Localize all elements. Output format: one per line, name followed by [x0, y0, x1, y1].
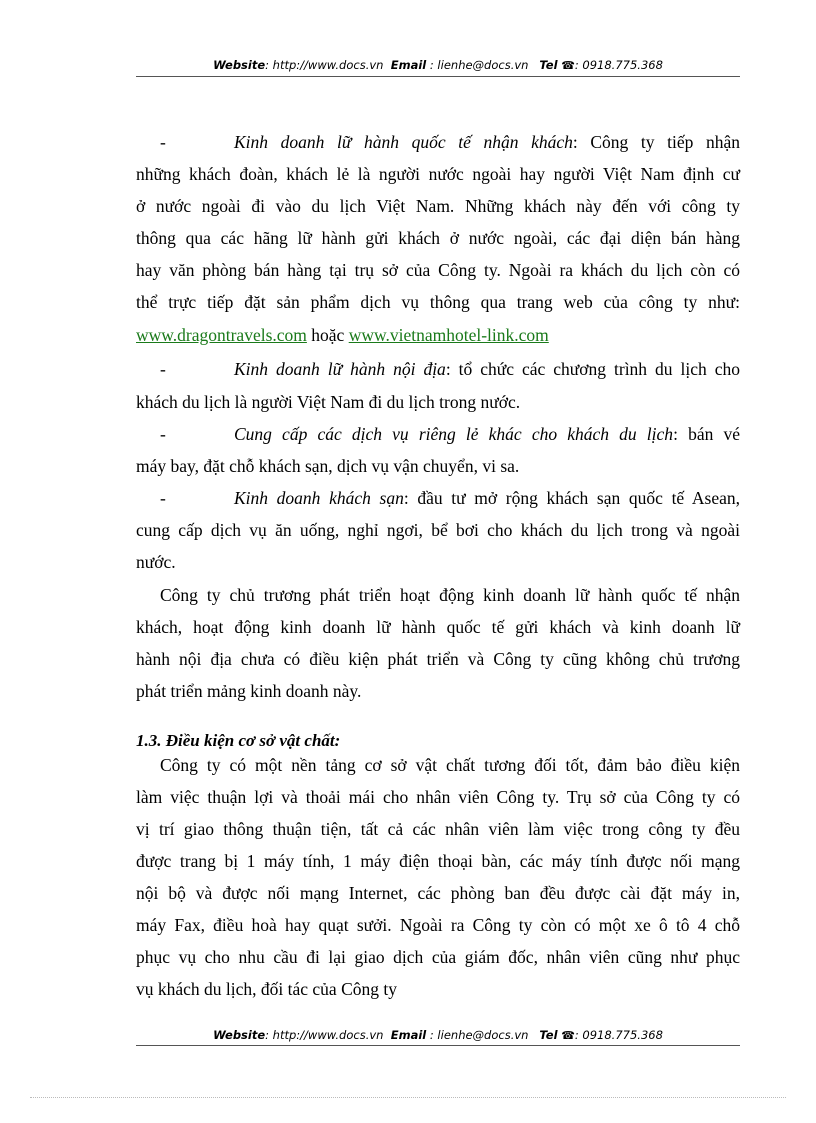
body-line: nước. — [136, 552, 176, 572]
link-connector: hoặc — [306, 325, 349, 345]
body-line: vụ khách du lịch, đối tác của Công ty — [136, 979, 397, 999]
header-divider — [136, 76, 740, 77]
list-item-other-services — [136, 422, 740, 446]
item-text: : bán vé — [673, 424, 740, 444]
body-line: những khách đoàn, khách lẻ là người nước ngoài hay người Việt Nam định cư — [136, 164, 740, 184]
item-text: : Công ty tiếp nhận — [572, 132, 741, 152]
body-line: vị trí giao thông thuận tiện, tất cả các nhân viên làm việc trong công ty đều — [136, 819, 740, 839]
list-item-hotel-business — [136, 486, 740, 510]
page-footer — [136, 1028, 740, 1042]
body-line: máy Fax, điều hoà hay quạt sưởi. Ngoài ra Công ty còn có một xe ô tô 4 chỗ — [136, 915, 740, 935]
vietnamhotel-link[interactable]: www.vietnamhotel-link.com — [348, 325, 549, 345]
body-line: thể trực tiếp đặt sản phẩm dịch vụ thông qua trang web của công ty như: — [136, 292, 740, 312]
list-item-international-inbound — [136, 130, 740, 154]
page-header — [136, 58, 740, 72]
body-line: thông qua các hãng lữ hành gửi khách ở nước ngoài, các đại diện bán hàng — [136, 228, 740, 248]
bullet-dash: - — [160, 424, 166, 444]
header-website-label: Website — [213, 58, 266, 72]
body-line: cung cấp dịch vụ ăn uống, nghỉ ngơi, bể bơi cho khách du lịch trong và ngoài — [136, 520, 740, 540]
body-line: nội bộ và được nối mạng Internet, các phòng ban đều được cài đặt máy in, — [136, 883, 740, 903]
body-line: hành nội địa chưa có điều kiện phát triển và Công ty cũng không chủ trương — [136, 649, 740, 669]
body-line: máy bay, đặt chỗ khách sạn, dịch vụ vận chuyển, vi sa. — [136, 456, 520, 476]
header-website-value: : http://www.docs.vn — [265, 58, 384, 72]
body-line: phục vụ cho nhu cầu đi lại giao dịch của giám đốc, nhân viên cũng như phục — [136, 947, 740, 967]
list-item-domestic-travel — [136, 357, 740, 381]
item-title: Kinh doanh khách sạn — [234, 488, 404, 508]
section-heading: 1.3. Điều kiện cơ sở vật chất: — [136, 731, 341, 750]
footer-website-label: Website — [213, 1028, 266, 1042]
item-title: Kinh doanh lữ hành quốc tế nhận khách — [234, 132, 573, 152]
body-line: khách, hoạt động kinh doanh lữ hành quốc tế gửi khách và kinh doanh lữ — [136, 617, 740, 637]
header-email-value: : lienhe@docs.vn — [426, 58, 529, 72]
item-text: : đầu tư mở rộng khách sạn quốc tế Asean, — [403, 488, 740, 508]
page-bottom-dotted-rule — [30, 1097, 786, 1098]
body-line: hay văn phòng bán hàng tại trụ sở của Công ty. Ngoài ra khách du lịch còn có — [136, 260, 740, 280]
footer-divider — [136, 1045, 740, 1046]
footer-tel-value: : 0918.775.368 — [574, 1028, 663, 1042]
dragontravels-link[interactable]: www.dragontravels.com — [136, 325, 307, 345]
footer-website-value: : http://www.docs.vn — [265, 1028, 384, 1042]
header-email-label: Email — [390, 58, 427, 72]
phone-icon: ☎ — [561, 1029, 575, 1042]
item-title: Cung cấp các dịch vụ riêng lẻ khác cho khách du lịch — [234, 424, 674, 444]
footer-email-value: : lienhe@docs.vn — [426, 1028, 529, 1042]
body-line: làm việc thuận lợi và thoải mái cho nhân viên Công ty. Trụ sở của Công ty có — [136, 787, 740, 807]
body-line: Công ty chủ trương phát triển hoạt động kinh doanh lữ hành quốc tế nhận — [160, 585, 740, 605]
footer-tel-label: Tel — [539, 1028, 558, 1042]
links-line — [136, 323, 740, 347]
bullet-dash: - — [160, 488, 166, 508]
body-line: được trang bị 1 máy tính, 1 máy điện thoại bàn, các máy tính được nối mạng — [136, 851, 740, 871]
footer-email-label: Email — [390, 1028, 427, 1042]
body-line: phát triển mảng kinh doanh này. — [136, 681, 362, 701]
body-line: ở nước ngoài đi vào du lịch Việt Nam. Những khách này đến với công ty — [136, 196, 740, 216]
phone-icon: ☎ — [561, 59, 575, 72]
bullet-dash: - — [160, 359, 166, 379]
bullet-dash: - — [160, 132, 166, 152]
body-line: Công ty có một nền tảng cơ sở vật chất tương đối tốt, đảm bảo điều kiện — [160, 755, 740, 775]
item-text: : tổ chức các chương trình du lịch cho — [445, 359, 740, 379]
item-title: Kinh doanh lữ hành nội địa — [234, 359, 446, 379]
header-tel-value: : 0918.775.368 — [574, 58, 663, 72]
body-line: khách du lịch là người Việt Nam đi du lịch trong nước. — [136, 392, 521, 412]
header-tel-label: Tel — [539, 58, 558, 72]
